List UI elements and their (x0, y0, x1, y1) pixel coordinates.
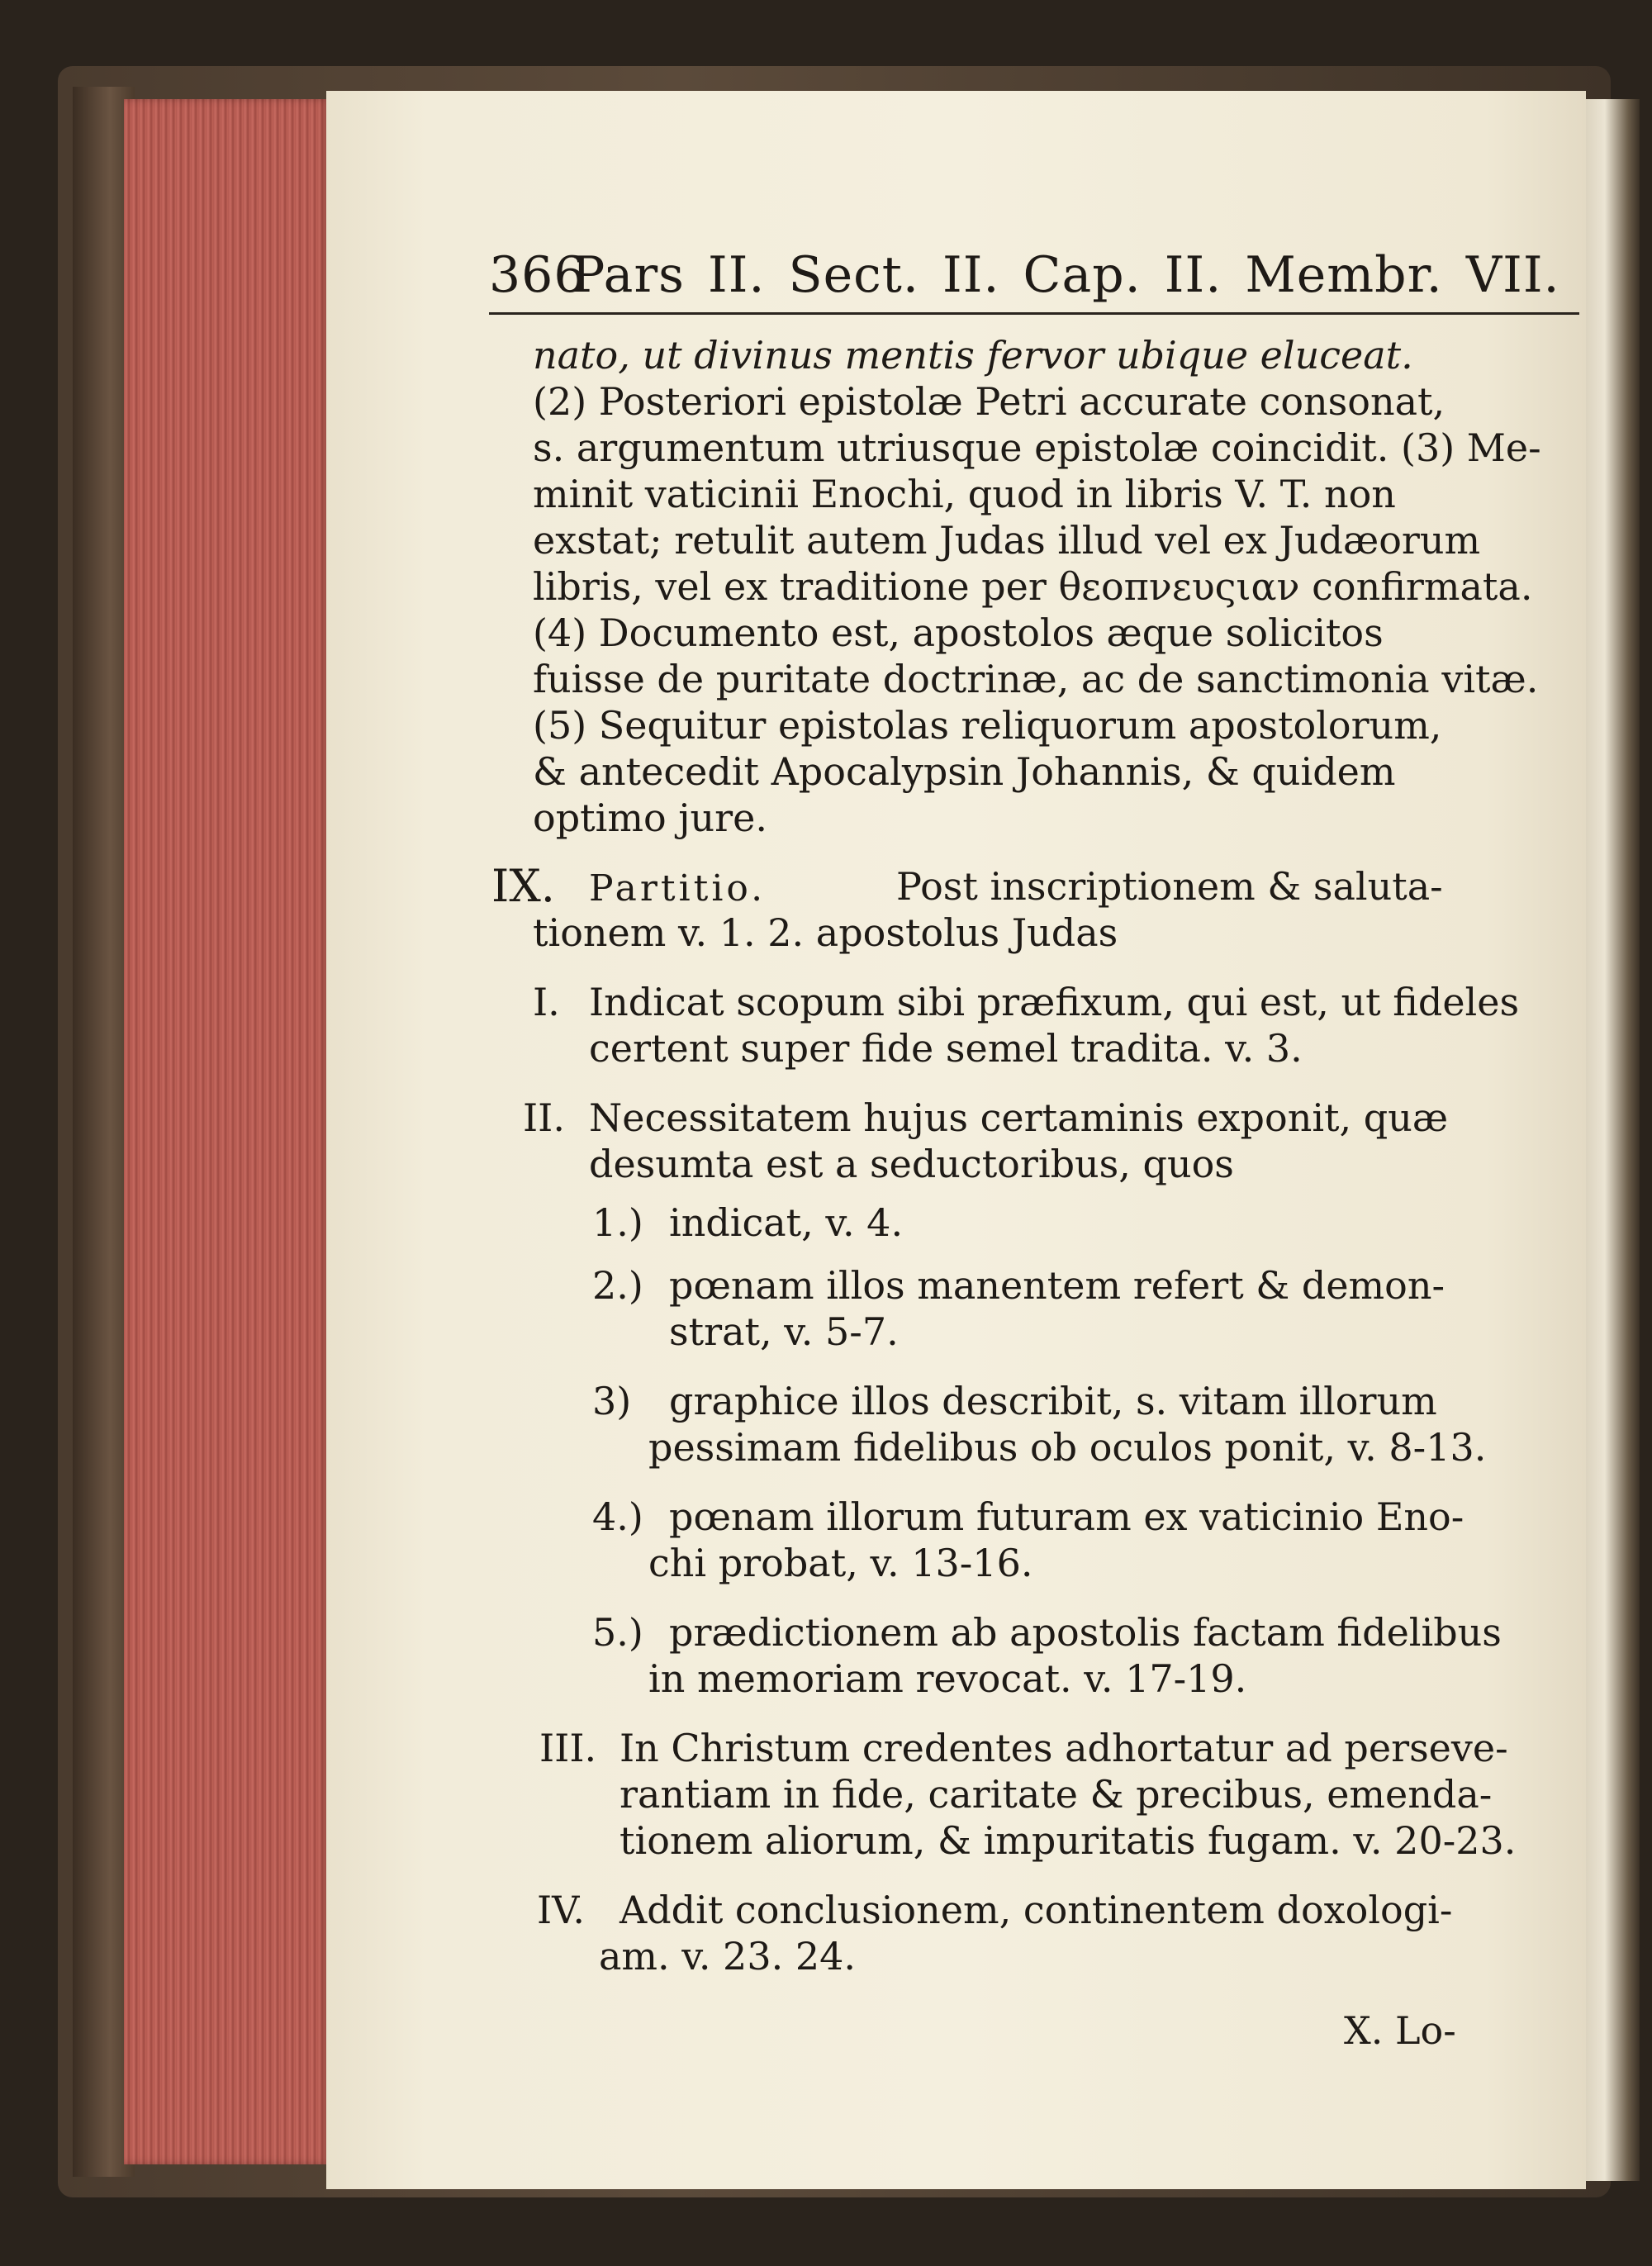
text-line: strat, v. 5-7. (669, 1309, 899, 1354)
text-line: am. v. 23. 24. (599, 1934, 856, 1979)
text-line: pœnam illos manentem refert & demon- (669, 1263, 1446, 1308)
text-line: indicat, v. 4. (669, 1200, 904, 1245)
text-line: tionem v. 1. 2. apostolus Judas (533, 910, 1118, 955)
text-line: exstat; retulit autem Judas illud vel ex Judæorum (533, 518, 1481, 563)
facing-page-edge (1582, 99, 1640, 2181)
text-line: Indicat scopum sibi præfixum, qui est, ut fideles (589, 980, 1520, 1024)
text-line: libris, vel ex traditione per θεοπνευςιαν confirmata. (533, 564, 1533, 609)
text-line: rantiam in fide, caritate & precibus, emenda- (620, 1772, 1493, 1817)
text-line: in memoriam revocat. v. 17-19. (648, 1656, 1247, 1701)
text-line: In Christum credentes adhortatur ad perseve- (620, 1726, 1508, 1770)
section-numeral: IX. (491, 860, 555, 912)
text-line: Necessitatem hujus certaminis exponit, quæ (589, 1095, 1449, 1140)
catchword: X. Lo- (1344, 2008, 1456, 2053)
text-line: (4) Documento est, apostolos æque solicitos (533, 610, 1384, 655)
text-line: minit vaticinii Enochi, quod in libris V. T. non (533, 472, 1396, 516)
text-line: Addit conclusionem, continentem doxologi- (620, 1888, 1453, 1932)
item-number: IV. (537, 1888, 585, 1932)
text-line: nato, ut divinus mentis fervor ubique eluceat. (533, 333, 1413, 378)
text-line: & antecedit Apocalypsin Johannis, & quidem (533, 749, 1396, 794)
page-edges (124, 99, 330, 2164)
page-number: 366 (489, 246, 586, 304)
text-line: (5) Sequitur epistolas reliquorum apostolorum, (533, 703, 1442, 748)
header-rule (489, 312, 1579, 315)
text-line: optimo jure. (533, 796, 767, 840)
subitem-number: 1.) (592, 1200, 643, 1245)
item-number: I. (533, 980, 560, 1024)
text-line: desumta est a seductoribus, quos (589, 1142, 1234, 1186)
text-line: Post inscriptionem & saluta- (896, 864, 1443, 909)
section-title: Partitio. (589, 867, 767, 910)
running-header (489, 231, 1588, 306)
text-line: prædictionem ab apostolis factam fidelibus (669, 1610, 1502, 1655)
subitem-number: 3) (592, 1379, 632, 1423)
subitem-number: 5.) (592, 1610, 643, 1655)
text-line: tionem aliorum, & impuritatis fugam. v. 20-23. (620, 1818, 1517, 1863)
item-number: II. (523, 1095, 565, 1140)
text-line: fuisse de puritate doctrinæ, ac de sanctimonia vitæ. (533, 657, 1539, 701)
text-line: graphice illos describit, s. vitam illorum (669, 1379, 1437, 1423)
running-title: Pars II. Sect. II. Cap. II. Membr. VII. (572, 246, 1560, 304)
subitem-number: 2.) (592, 1263, 643, 1308)
subitem-number: 4.) (592, 1494, 643, 1539)
text-line: (2) Posteriori epistolæ Petri accurate consonat, (533, 379, 1446, 424)
text-line: pessimam fidelibus ob oculos ponit, v. 8-13. (648, 1425, 1487, 1470)
text-line: s. argumentum utriusque epistolæ coincidit. (3) Me- (533, 425, 1541, 470)
text-line: chi probat, v. 13-16. (648, 1541, 1033, 1585)
item-number: III. (539, 1726, 597, 1770)
text-line: pœnam illorum futuram ex vaticinio Eno- (669, 1494, 1464, 1539)
book-page (326, 91, 1586, 2189)
text-line: certent super fide semel tradita. v. 3. (589, 1026, 1303, 1071)
